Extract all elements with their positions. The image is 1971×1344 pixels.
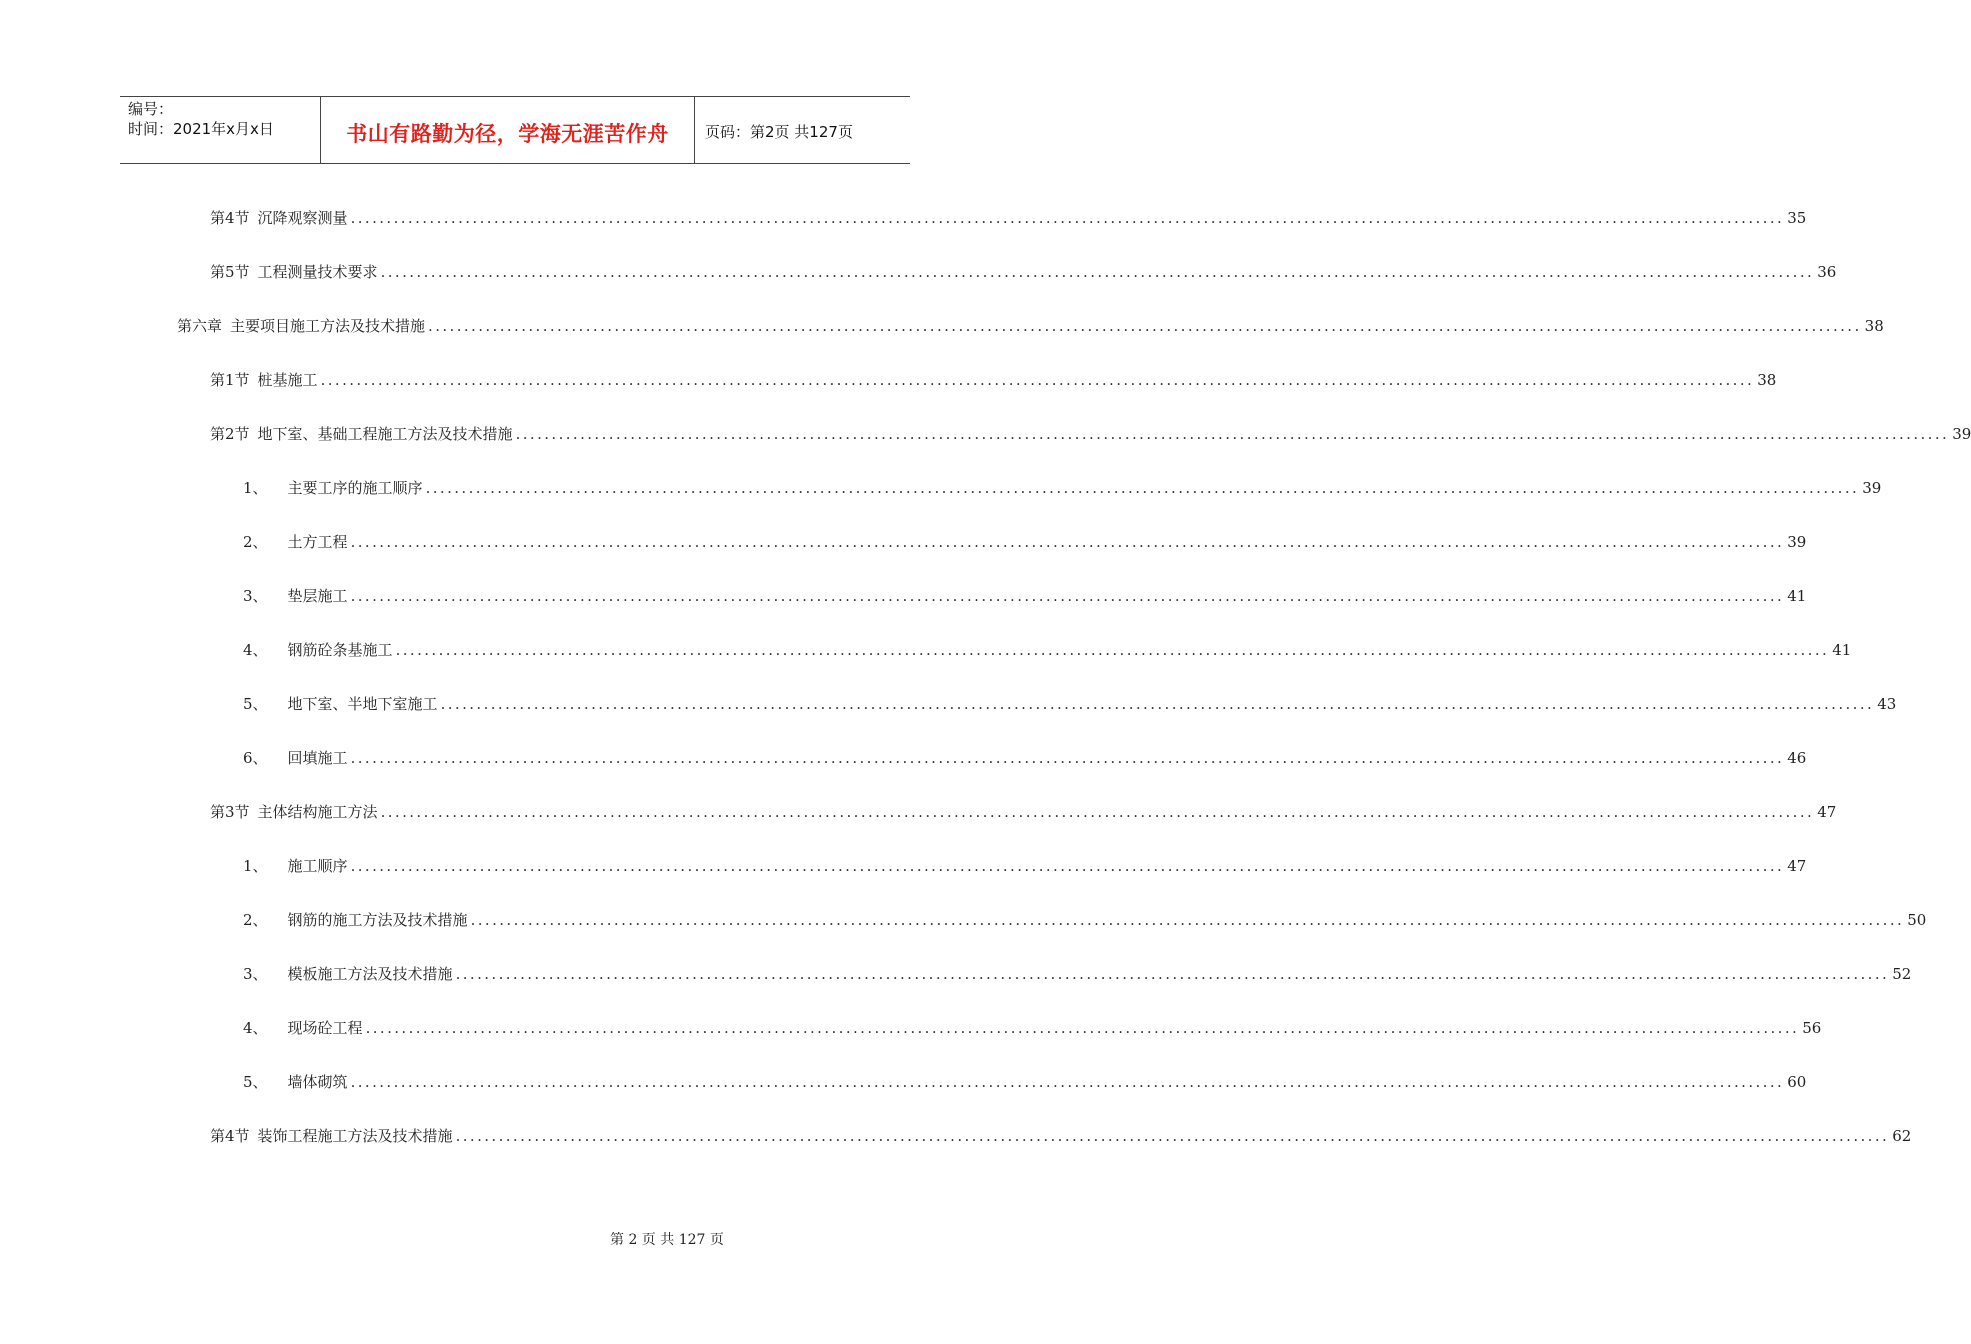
toc-entry-title: 装饰工程施工方法及技术措施: [257, 1127, 453, 1145]
toc-entry[interactable]: [243, 1071, 1807, 1093]
toc-entry-title: 钢筋砼条基施工: [287, 641, 393, 659]
toc-entry-title: 模板施工方法及技术措施: [287, 965, 453, 983]
toc-entry-page: 47: [1787, 857, 1807, 875]
toc-entry-title: 施工顺序: [287, 857, 348, 875]
toc-entry-title: 主体结构施工方法: [257, 803, 378, 821]
toc-leader: ........................................................................................................................................................................................................: [350, 857, 1785, 875]
toc-entry[interactable]: [210, 261, 1837, 283]
toc-leader: ........................................................................................................................................................................................................: [350, 209, 1785, 227]
toc-leader: ........................................................................................................................................................................................................: [455, 1127, 1890, 1145]
toc-entry[interactable]: [210, 369, 1777, 391]
toc-entry-page: 39: [1862, 479, 1882, 497]
toc-entry-title: 钢筋的施工方法及技术措施: [287, 911, 468, 929]
toc-entry-title: 地下室、基础工程施工方法及技术措施: [257, 425, 513, 443]
toc-entry-page: 39: [1787, 533, 1807, 551]
toc-entry-number: 5、: [243, 695, 268, 713]
toc-entry-title: 垫层施工: [287, 587, 348, 605]
toc-entry[interactable]: [210, 1125, 1912, 1147]
toc-entry-page: 43: [1877, 695, 1897, 713]
toc-entry[interactable]: [243, 693, 1897, 715]
toc-entry-number: 2、: [243, 911, 268, 929]
toc-entry[interactable]: [243, 747, 1807, 769]
toc-entry-page: 41: [1832, 641, 1852, 659]
toc-entry-page: 36: [1817, 263, 1837, 281]
toc-entry-number: 第4节: [210, 209, 250, 227]
toc-entry[interactable]: [210, 207, 1807, 229]
toc-leader: ........................................................................................................................................................................................................: [350, 587, 1785, 605]
toc-leader: ........................................................................................................................................................................................................: [365, 1019, 1800, 1037]
toc-entry-page: 46: [1787, 749, 1807, 767]
toc-entry-number: 4、: [243, 641, 268, 659]
toc-entry-number: 2、: [243, 533, 268, 551]
toc-entry[interactable]: [243, 477, 1882, 499]
toc-entry-page: 35: [1787, 209, 1807, 227]
toc-entry-number: 第4节: [210, 1127, 250, 1145]
toc-entry-number: 1、: [243, 479, 268, 497]
toc-entry-number: 4、: [243, 1019, 268, 1037]
toc-leader: ........................................................................................................................................................................................................: [440, 695, 1875, 713]
toc-leader: ........................................................................................................................................................................................................: [515, 425, 1950, 443]
page-footer: 第 2 页 共 127 页: [610, 1232, 724, 1248]
toc-entry-page: 62: [1892, 1127, 1912, 1145]
document-date: 时间：2021年x月x日: [128, 120, 274, 138]
toc-entry[interactable]: [243, 531, 1807, 553]
toc-entry-page: 52: [1892, 965, 1912, 983]
toc-entry-page: 38: [1864, 317, 1884, 335]
toc-entry-number: 3、: [243, 587, 268, 605]
toc-entry-title: 回填施工: [287, 749, 348, 767]
toc-entry-title: 桩基施工: [257, 371, 318, 389]
toc-entry[interactable]: [243, 639, 1852, 661]
toc-entry-title: 现场砼工程: [287, 1019, 363, 1037]
toc-entry-title: 墙体砌筑: [287, 1073, 348, 1091]
toc-leader: ........................................................................................................................................................................................................: [350, 749, 1785, 767]
toc-entry-page: 47: [1817, 803, 1837, 821]
toc-leader: ........................................................................................................................................................................................................: [428, 317, 1862, 335]
toc-leader: ........................................................................................................................................................................................................: [470, 911, 1905, 929]
toc-entry-page: 41: [1787, 587, 1807, 605]
toc-leader: ........................................................................................................................................................................................................: [350, 1073, 1785, 1091]
toc-entry-number: 1、: [243, 857, 268, 875]
toc-entry-title: 土方工程: [287, 533, 348, 551]
toc-entry[interactable]: [243, 1017, 1822, 1039]
toc-entry-page: 50: [1907, 911, 1927, 929]
toc-entry-page: 56: [1802, 1019, 1822, 1037]
toc-entry-title: 主要项目施工方法及技术措施: [230, 317, 426, 335]
toc-leader: ........................................................................................................................................................................................................: [395, 641, 1830, 659]
toc-entry[interactable]: [243, 585, 1807, 607]
toc-leader: ........................................................................................................................................................................................................: [320, 371, 1755, 389]
toc-leader: ........................................................................................................................................................................................................: [380, 803, 1815, 821]
toc-entry-number: 6、: [243, 749, 268, 767]
toc-entry-title: 工程测量技术要求: [257, 263, 378, 281]
toc-leader: ........................................................................................................................................................................................................: [425, 479, 1860, 497]
toc-entry[interactable]: [243, 909, 1927, 931]
toc-leader: ........................................................................................................................................................................................................: [380, 263, 1815, 281]
toc-entry[interactable]: [210, 423, 1971, 445]
toc-entry-number: 第1节: [210, 371, 250, 389]
toc-entry-number: 3、: [243, 965, 268, 983]
toc-entry-page: 60: [1787, 1073, 1807, 1091]
header-page-info: 页码：第2页 共127页: [705, 123, 853, 141]
toc-entry-page: 39: [1952, 425, 1971, 443]
toc-entry[interactable]: [243, 963, 1912, 985]
toc-entry[interactable]: [210, 801, 1837, 823]
toc-entry-title: 地下室、半地下室施工: [287, 695, 438, 713]
document-number-label: 编号：: [128, 100, 174, 118]
toc-entry[interactable]: [243, 855, 1807, 877]
toc-entry-title: 主要工序的施工顺序: [287, 479, 423, 497]
toc-entry-number: 第5节: [210, 263, 250, 281]
toc-entry-number: 第六章: [177, 317, 223, 335]
toc-entry[interactable]: [177, 315, 1884, 337]
toc-leader: ........................................................................................................................................................................................................: [455, 965, 1890, 983]
toc-leader: ........................................................................................................................................................................................................: [350, 533, 1785, 551]
toc-entry-number: 第2节: [210, 425, 250, 443]
toc-entry-number: 5、: [243, 1073, 268, 1091]
toc-entry-page: 38: [1757, 371, 1777, 389]
toc-entry-title: 沉降观察测量: [257, 209, 348, 227]
header-motto: 书山有路勤为径，学海无涯苦作舟: [346, 122, 669, 146]
toc-entry-number: 第3节: [210, 803, 250, 821]
